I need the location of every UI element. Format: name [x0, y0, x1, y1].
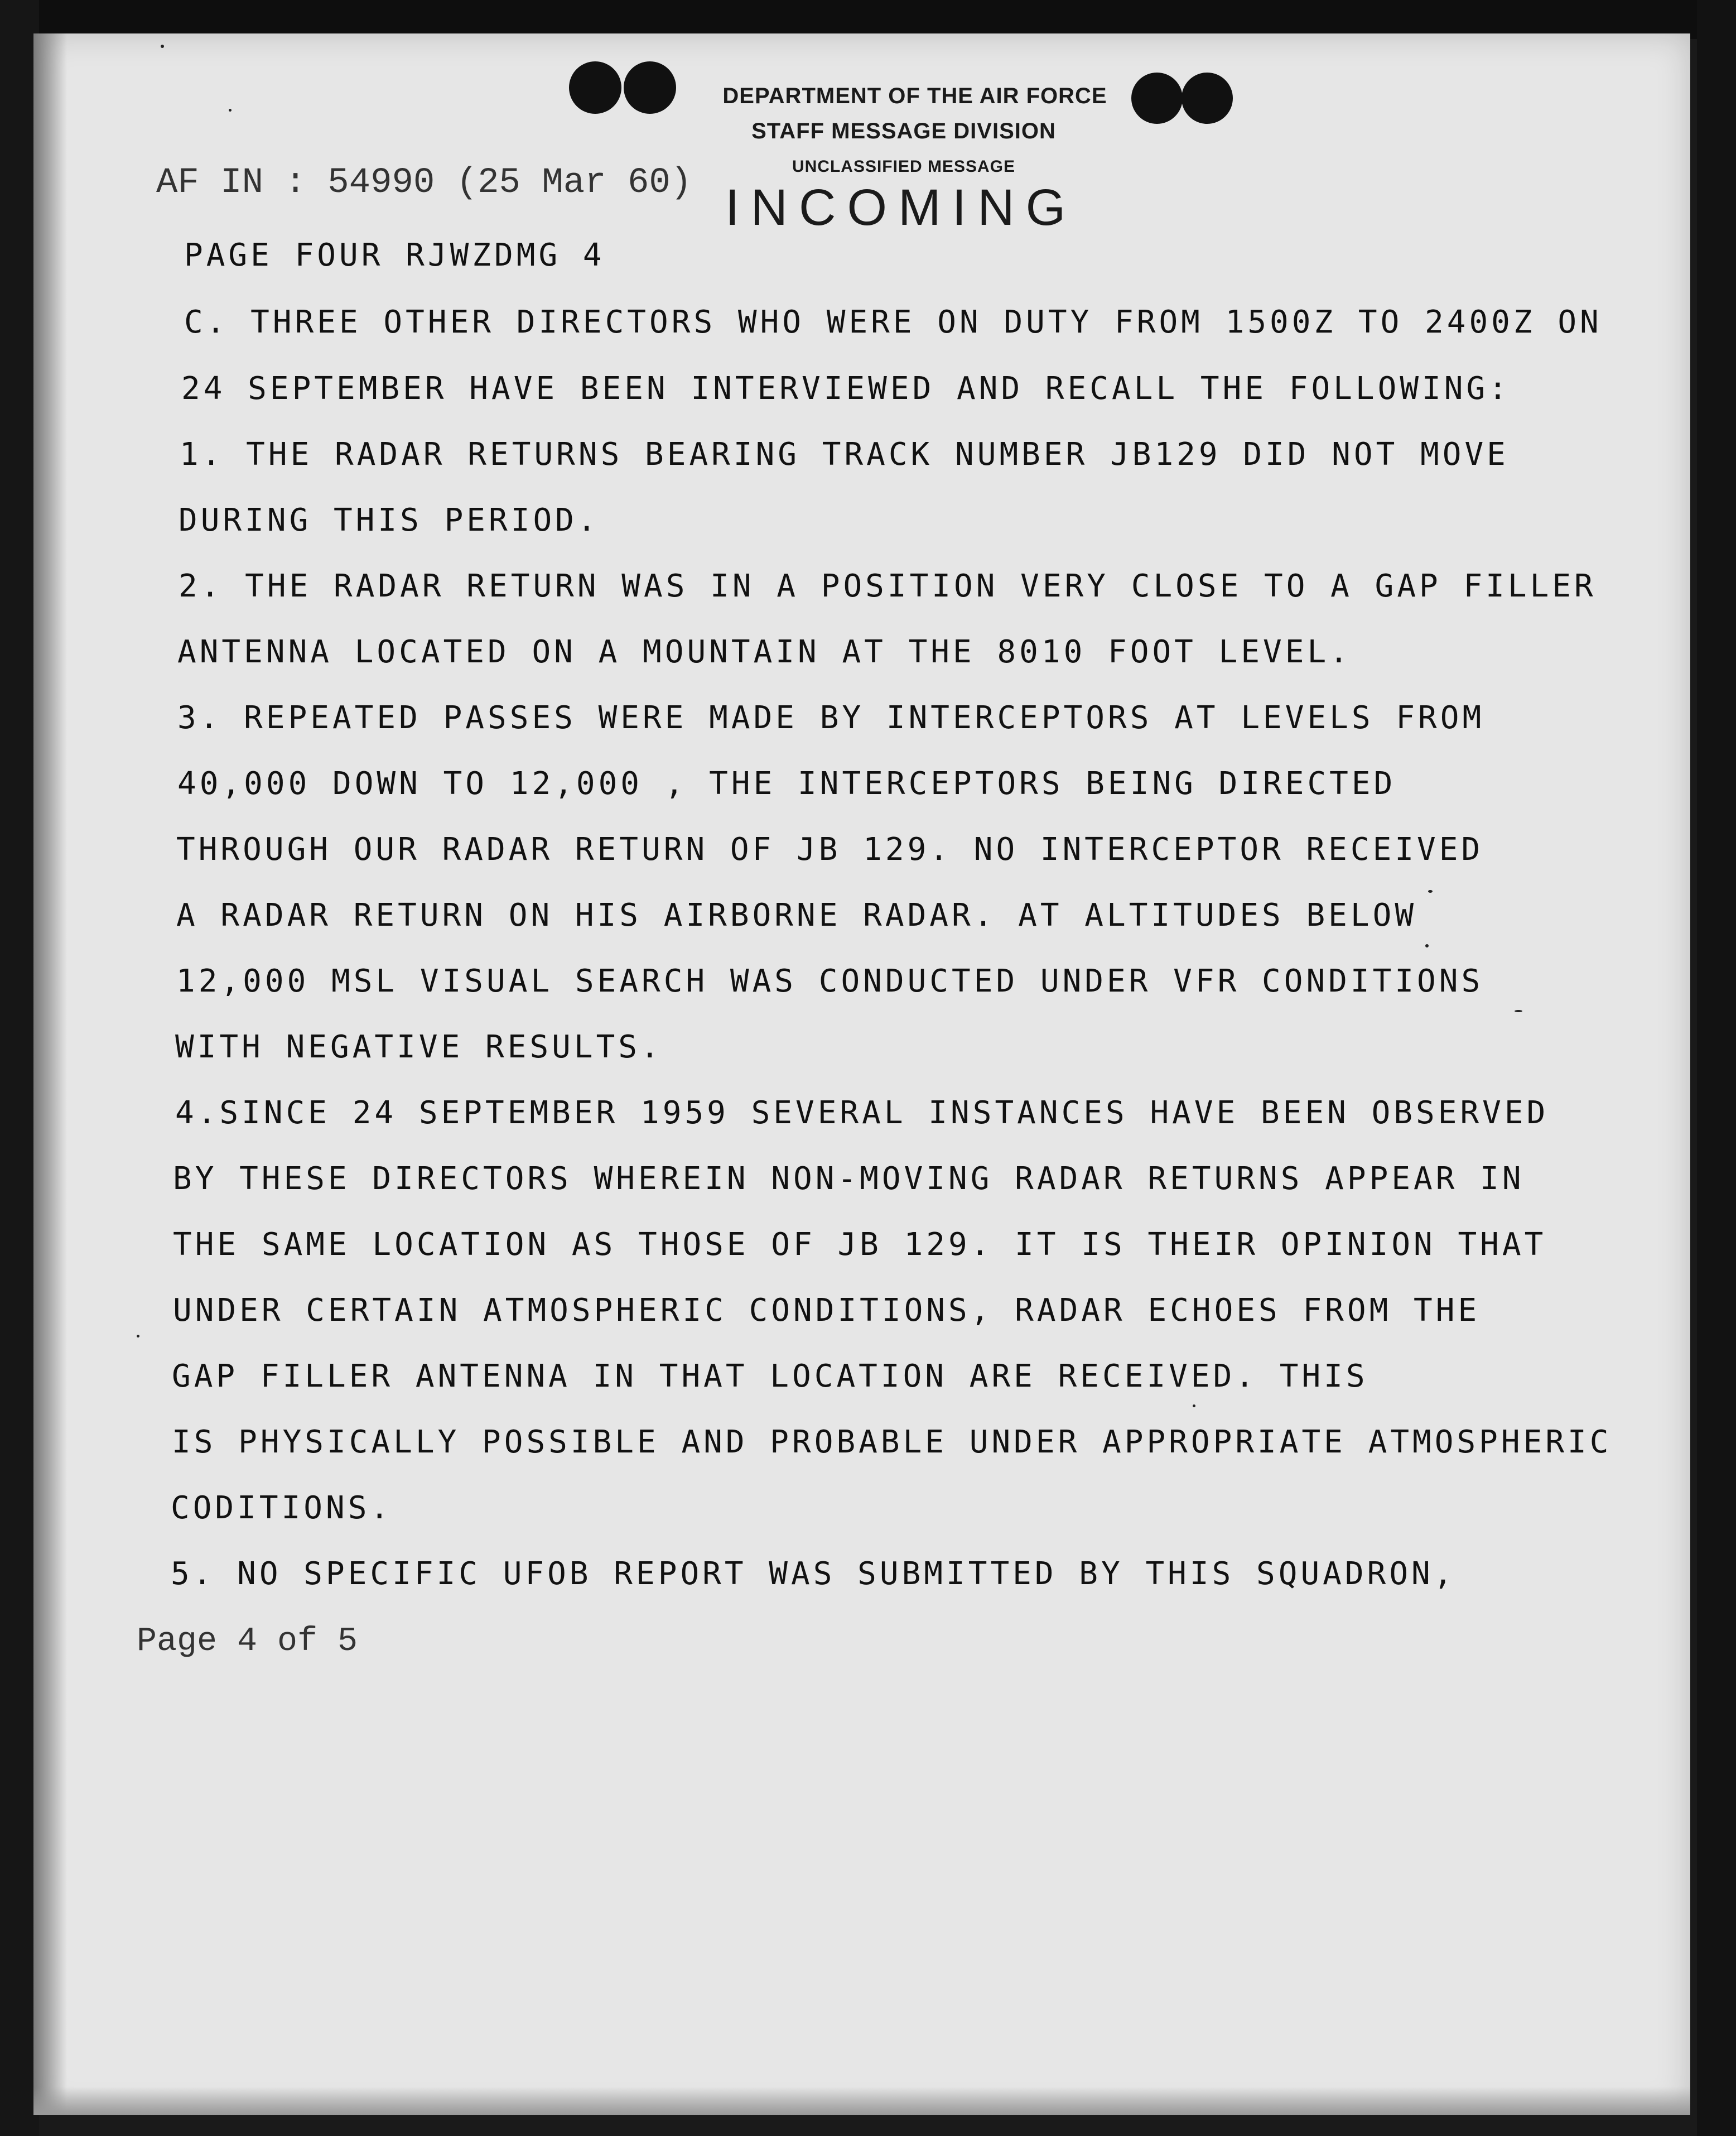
message-line: PAGE FOUR RJWZDMG 4 [184, 237, 605, 273]
punch-hole [624, 61, 676, 114]
scan-speck [137, 1335, 139, 1338]
page-shadow [33, 2087, 1690, 2115]
scan-speck [1428, 890, 1433, 893]
scan-speck [1193, 1404, 1195, 1407]
scan-border-right [1697, 0, 1736, 2136]
message-line: DURING THIS PERIOD. [179, 502, 600, 538]
message-line: 12,000 MSL VISUAL SEARCH WAS CONDUCTED UNDER VFR CONDITIONS [176, 963, 1484, 999]
scan-speck [229, 109, 232, 112]
scan-speck [1425, 944, 1429, 947]
message-line: UNDER CERTAIN ATMOSPHERIC CONDITIONS, RADAR ECHOES FROM THE [173, 1292, 1481, 1329]
message-line: ANTENNA LOCATED ON A MOUNTAIN AT THE 8010 FOOT LEVEL. [177, 634, 1352, 670]
department-heading: DEPARTMENT OF THE AIR FORCE [722, 84, 1107, 108]
punch-hole [569, 61, 621, 114]
message-line: THE SAME LOCATION AS THOSE OF JB 129. IT IS THEIR OPINION THAT [173, 1226, 1547, 1263]
message-line: THROUGH OUR RADAR RETURN OF JB 129. NO INTERCEPTOR RECEIVED [176, 831, 1484, 868]
message-line: 4.SINCE 24 SEPTEMBER 1959 SEVERAL INSTANCES HAVE BEEN OBSERVED [175, 1095, 1549, 1131]
punch-hole [1182, 73, 1233, 124]
message-reference: AF IN : 54990 (25 Mar 60) [156, 163, 692, 203]
message-line: 24 SEPTEMBER HAVE BEEN INTERVIEWED AND RECALL THE FOLLOWING: [181, 371, 1511, 407]
page-shadow [33, 33, 67, 2115]
message-line: BY THESE DIRECTORS WHEREIN NON-MOVING RADAR RETURNS APPEAR IN [173, 1161, 1525, 1197]
message-line: 40,000 DOWN TO 12,000 , THE INTERCEPTORS BEING DIRECTED [177, 766, 1396, 802]
division-heading: STAFF MESSAGE DIVISION [751, 119, 1056, 143]
scan-speck [161, 45, 164, 48]
message-line: 5. NO SPECIFIC UFOB REPORT WAS SUBMITTED BY THIS SQUADRON, [171, 1556, 1456, 1592]
message-line: A RADAR RETURN ON HIS AIRBORNE RADAR. AT ALTITUDES BELOW [176, 897, 1417, 934]
incoming-heading: INCOMING [725, 179, 1077, 236]
message-line: 2. THE RADAR RETURN WAS IN A POSITION VERY CLOSE TO A GAP FILLER [179, 568, 1597, 604]
message-line: CODITIONS. [171, 1490, 393, 1526]
classification-heading: UNCLASSIFIED MESSAGE [792, 157, 1016, 176]
message-line: 1. THE RADAR RETURNS BEARING TRACK NUMBER JB129 DID NOT MOVE [180, 436, 1509, 473]
message-line: IS PHYSICALLY POSSIBLE AND PROBABLE UNDER APPROPRIATE ATMOSPHERIC [172, 1424, 1612, 1460]
page-number: Page 4 of 5 [137, 1623, 358, 1661]
message-line: GAP FILLER ANTENNA IN THAT LOCATION ARE RECEIVED. THIS [172, 1358, 1368, 1394]
message-line: 3. REPEATED PASSES WERE MADE BY INTERCEPTORS AT LEVELS FROM [177, 700, 1485, 736]
message-page [33, 33, 1690, 2115]
scan-speck [1515, 1010, 1522, 1012]
message-line: C. THREE OTHER DIRECTORS WHO WERE ON DUTY FROM 1500Z TO 2400Z ON [184, 304, 1602, 340]
message-line: WITH NEGATIVE RESULTS. [175, 1029, 663, 1065]
